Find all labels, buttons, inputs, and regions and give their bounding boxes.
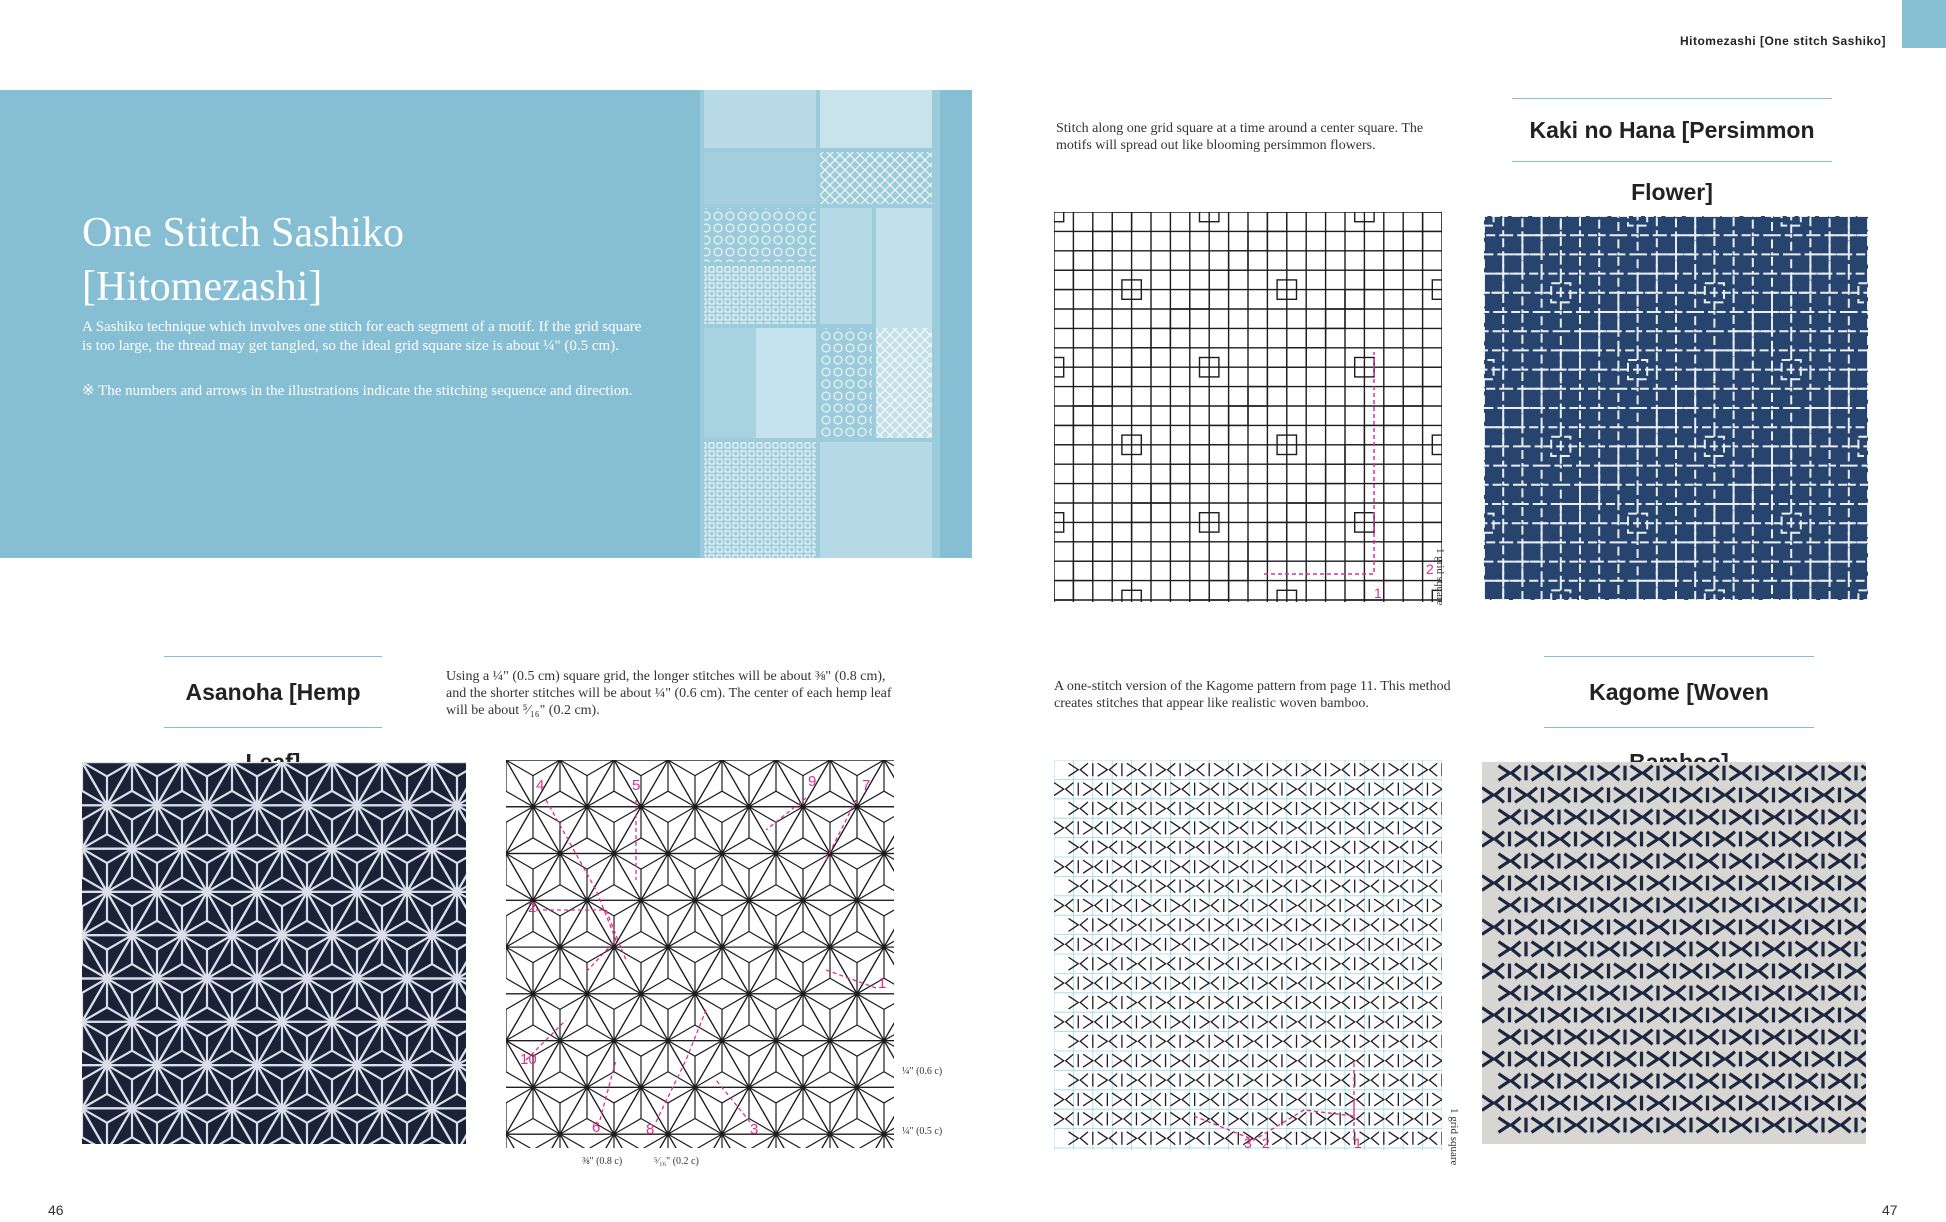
kaki-heading: Kaki no Hana [Persimmon Flower] (1512, 98, 1832, 162)
kagome-description: A one-stitch version of the Kagome pattern from page 11. This method creates stitches that appear like realistic woven bamboo. (1054, 679, 1451, 711)
asanoha-dim-a: ¼" (0.6 c) (902, 1066, 943, 1077)
kagome-marker-1: 1 (1354, 1135, 1362, 1150)
asanoha-fabric-photo (82, 762, 466, 1144)
asanoha-marker-1: 1 (878, 975, 887, 992)
kagome-marker-3: 3 (1244, 1135, 1252, 1150)
kagome-diagram (1054, 760, 1442, 1150)
intro-note: ※ The numbers and arrows in the illustrations indicate the stitching sequence and direction. (82, 383, 633, 399)
intro-title-line1: One Stitch Sashiko (82, 210, 404, 256)
asanoha-marker-5: 5 (632, 777, 641, 794)
corner-tab (1902, 0, 1946, 48)
intro-title-line2: [Hitomezashi] (82, 264, 323, 310)
asanoha-marker-4: 4 (536, 777, 545, 794)
intro-body: A Sashiko technique which involves one stitch for each segment of a motif. If the grid square is too large, the thread may get tangled, so the ideal grid square size is about ¼" (0.5 cm). (82, 319, 642, 354)
page-number-right: 47 (1882, 1202, 1898, 1218)
asanoha-marker-2: 2 (528, 899, 537, 916)
kaki-description: Stitch along one grid square at a time around a center square. The motifs will spread out like blooming persimmon flowers. (1056, 121, 1424, 153)
kagome-marker-2: 2 (1262, 1135, 1270, 1150)
kaki-fabric-photo (1484, 216, 1868, 600)
page-number-left: 46 (48, 1202, 64, 1218)
asanoha-marker-7: 7 (862, 777, 871, 794)
asanoha-marker-9: 9 (808, 773, 817, 790)
kaki-grid-label: 1 grid square (1434, 548, 1446, 606)
kaki-diagram (1054, 212, 1442, 602)
asanoha-dim-b: ¼" (0.5 c) (902, 1126, 943, 1137)
kagome-heading: Kagome [Woven (1544, 656, 1814, 728)
asanoha-heading: Asanoha [Hemp (164, 656, 382, 728)
asanoha-marker-6: 6 (592, 1119, 601, 1136)
swatch-collage (700, 90, 940, 558)
asanoha-marker-8: 8 (646, 1121, 655, 1138)
asanoha-dim-d: ⁵⁄₁₆" (0.2 c) (654, 1156, 699, 1167)
kaki-marker-1: 1 (1374, 585, 1382, 601)
asanoha-marker-10: 10 (520, 1051, 537, 1068)
kaki-marker-2: 2 (1426, 561, 1434, 577)
asanoha-diagram (506, 760, 894, 1148)
asanoha-dim-c: ⅜" (0.8 c) (582, 1156, 623, 1167)
intro-title (82, 206, 404, 314)
running-head: Hitomezashi [One stitch Sashiko] (1679, 34, 1886, 48)
kagome-grid-label: 1 grid square (1448, 1108, 1460, 1166)
asanoha-description: Using a ¼" (0.5 cm) square grid, the longer stitches will be about ⅜" (0.8 cm), and the shorter stitches will be about ¼" (0.6 cm). The center of each hemp leaf will be about ⁵⁄₁₆" (0.2 cm). (446, 669, 892, 718)
kagome-fabric-photo (1482, 762, 1866, 1144)
asanoha-marker-3: 3 (750, 1121, 759, 1138)
